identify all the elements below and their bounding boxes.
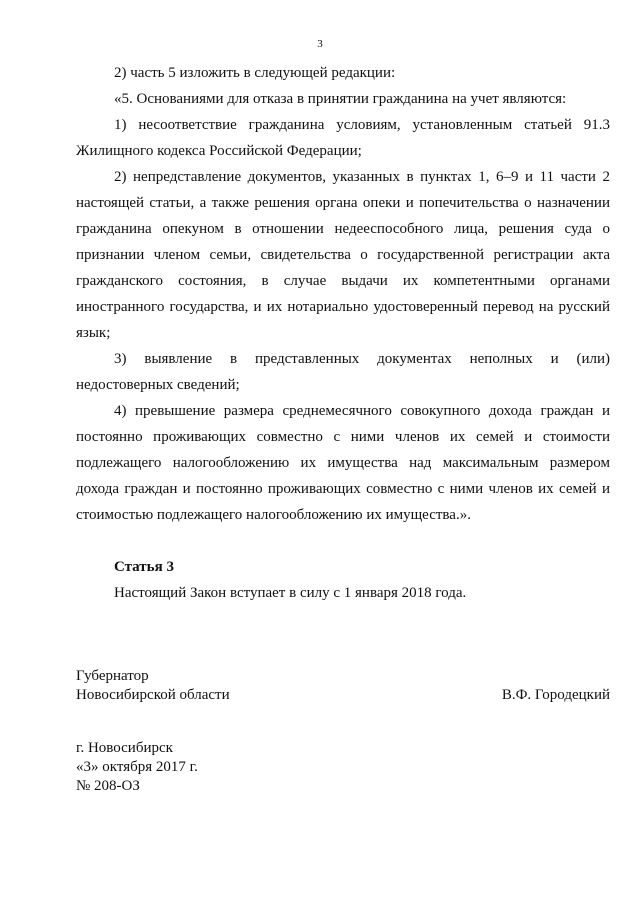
document-footer <box>76 739 376 796</box>
article-heading: Статья 3 <box>114 559 174 575</box>
signatory-title-line2: Новосибирской области <box>76 687 230 703</box>
amendment-text <box>76 60 610 528</box>
paragraph-ground-2: 2) непредставление документов, указанных в пунктах 1, 6–9 и 11 части 2 настоящей статьи, а также решения органа опеки и попечительства о назначении гражданина опекуном в отношении недееспособного лица, решения суда о признании членом семьи, свидетельства о государственной регистрации акта гражданского состояния, в случае выдачи их компетентными органами иностранного государства, и их нотариально удостоверенный перевод на русский язык; <box>76 169 610 341</box>
footer-date: «3» октября 2017 г. <box>76 759 198 775</box>
page-number: 3 <box>317 38 323 50</box>
footer-city: г. Новосибирск <box>76 740 173 756</box>
signature-row <box>76 686 610 705</box>
paragraph-grounds-heading: «5. Основаниями для отказа в принятии гражданина на учет являются: <box>114 91 567 107</box>
article-3 <box>76 554 610 606</box>
footer-number: № 208-ОЗ <box>76 778 140 794</box>
paragraph-ground-1: 1) несоответствие гражданина условиям, установленным статьей 91.3 Жилищного кодекса Российской Федерации; <box>76 117 610 159</box>
article-text: Настоящий Закон вступает в силу с 1 января 2018 года. <box>114 585 467 601</box>
signatory-name: В.Ф. Городецкий <box>501 687 610 703</box>
paragraph-ground-3: 3) выявление в представленных документах неполных и (или) недостоверных сведений; <box>76 351 610 393</box>
paragraph-ground-4: 4) превышение размера среднемесячного совокупного дохода граждан и постоянно проживающих совместно с ними членов их семей и стоимости подлежащего налогообложению их имущества над максимальным размером дохода граждан и постоянно проживающих совместно с ними членов их семей и стоимостью подлежащего налогообложению их имущества.». <box>76 403 610 523</box>
paragraph-amendment-intro: 2) часть 5 изложить в следующей редакции: <box>114 65 396 81</box>
signatory-title-line1: Губернатор <box>76 668 149 684</box>
signature-block <box>76 667 610 705</box>
